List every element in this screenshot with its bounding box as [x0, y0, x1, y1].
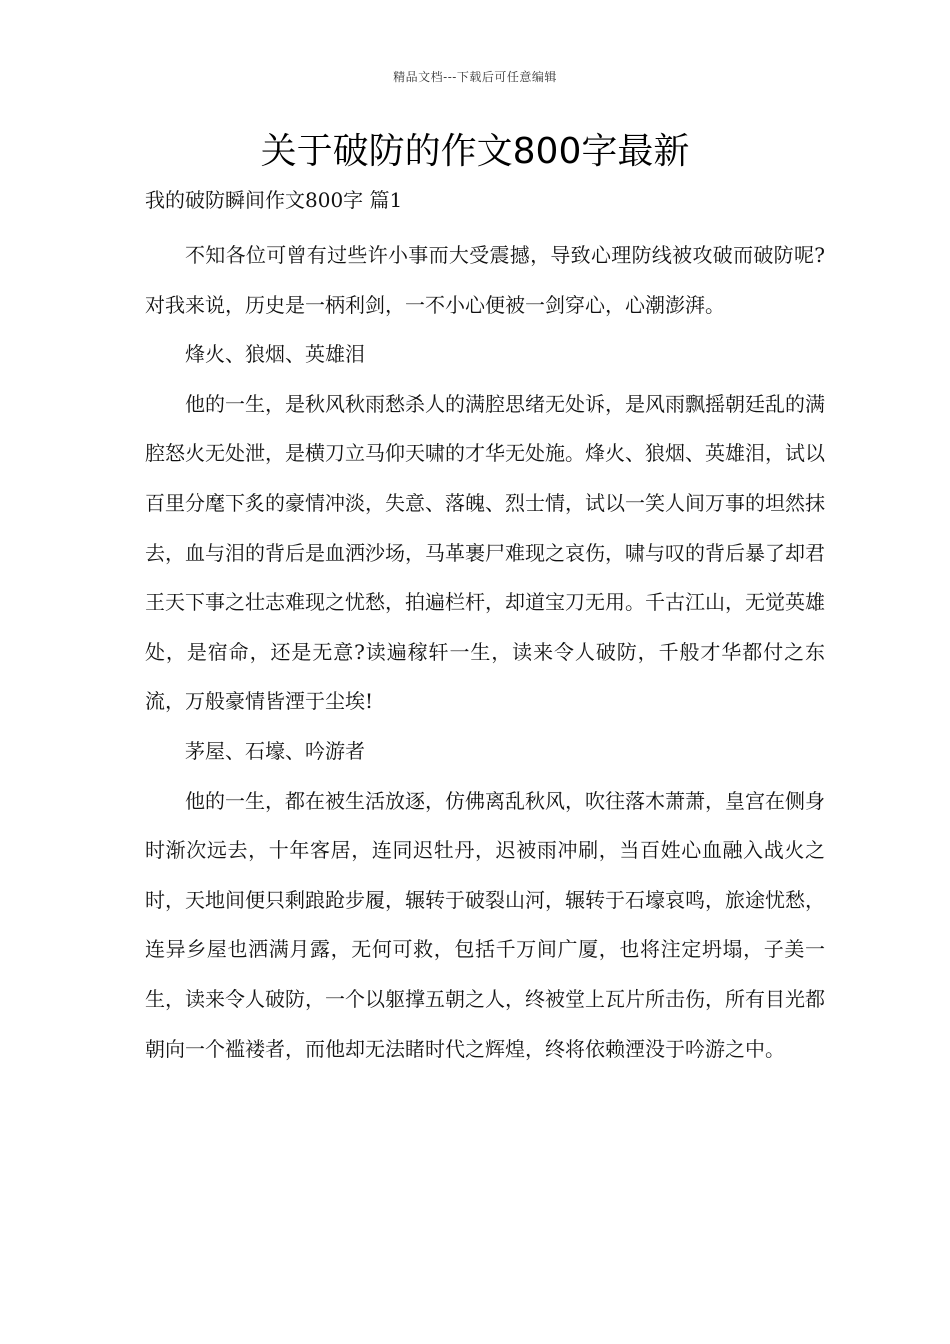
section-heading-1: 烽火、狼烟、英雄泪 — [185, 342, 365, 367]
document-body — [145, 231, 825, 1074]
paragraph-intro: 不知各位可曾有过些许小事而大受震撼，导致心理防线被攻破而破防呢?对我来说，历史是一柄利剑，一不小心便被一剑穿心，心潮澎湃。 — [145, 243, 825, 317]
document-subtitle: 我的破防瞬间作文800字 篇1 — [145, 188, 403, 212]
paragraph-du-fu: 他的一生，都在被生活放逐，仿佛离乱秋风，吹往落木萧萧，皇宫在侧身时渐次远去，十年客居，连同迟牡丹，迟被雨冲刷，当百姓心血融入战火之时，天地间便只剩踉跄步履，辗转于破裂山河，辗转于石壕哀鸣，旅途忧愁，连异乡屋也洒满月露，无何可救，包括千万间广厦，也将注定坍塌，子美一生，读来令人破防，一个以躯撑五朝之人，终被堂上瓦片所击伤，所有目光都朝向一个褴褛者，而他却无法睹时代之辉煌，终将依赖湮没于吟游之中。 — [145, 788, 825, 1061]
header-note: 精品文档---下载后可任意编辑 — [393, 70, 557, 84]
document-title: 关于破防的作文800字最新 — [260, 131, 690, 172]
section-heading-2: 茅屋、石壕、吟游者 — [185, 738, 365, 763]
paragraph-xin-qiji: 他的一生，是秋风秋雨愁杀人的满腔思绪无处诉，是风雨飘摇朝廷乱的满腔怒火无处泄，是横刀立马仰天啸的才华无处施。烽火、狼烟、英雄泪，试以百里分麾下炙的豪情冲淡，失意、落魄、烈士情，试以一笑人间万事的坦然抹去，血与泪的背后是血洒沙场，马革裹尸难现之哀伤，啸与叹的背后暴了却君王天下事之壮志难现之忧愁，拍遍栏杆，却道宝刀无用。千古江山，无觉英雄处，是宿命，还是无意?读遍稼轩一生，读来令人破防，千般才华都付之东流，万般豪情皆湮于尘埃! — [145, 391, 825, 714]
